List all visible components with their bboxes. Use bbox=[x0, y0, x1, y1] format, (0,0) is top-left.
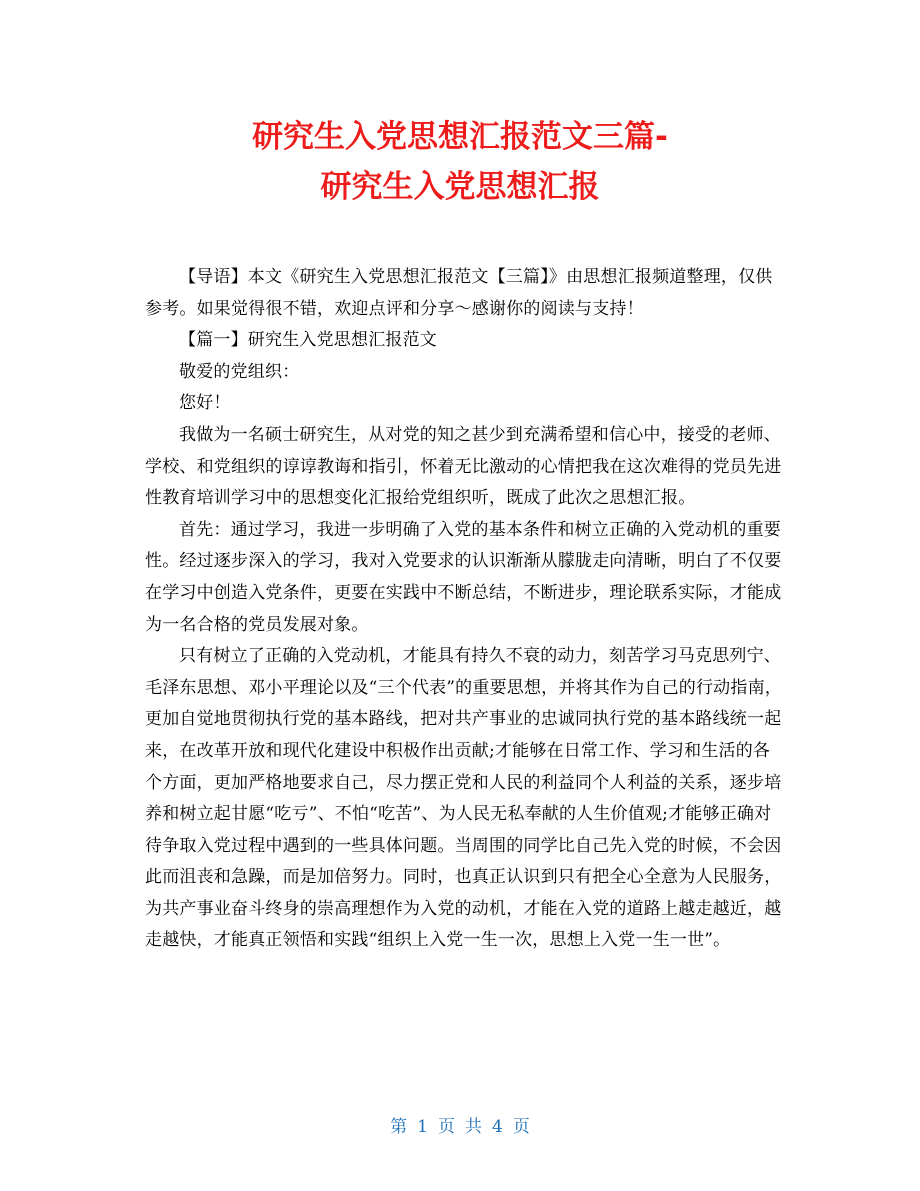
footer-current-page: 1 bbox=[417, 1117, 428, 1137]
page-footer bbox=[0, 1112, 920, 1137]
title-line-1: 研究生入党思想汇报范文三篇- bbox=[252, 119, 668, 155]
footer-label-ye2: 页 bbox=[512, 1117, 530, 1137]
document-title bbox=[0, 112, 920, 212]
section-heading: 【篇一】研究生入党思想汇报范文 bbox=[179, 330, 437, 351]
body-paragraph: 只有树立了正确的入党动机，才能具有持久不衰的动力，刻苦学习马克思列宁、毛泽东思想、邓小平理论以及“三个代表”的重要思想，并将其作为自己的行动指南，更加自觉地贯彻执行党的基本路线，把对共产事业的忠诚同执行党的基本路线统一起来，在改革开放和现代化建设中积极作出贡献;才能够在日常工作、学习和生活的各个方面，更加严格地要求自己，尽力摆正党和人民的利益同个人利益的关系，逐步培养和树立起甘愿“吃亏”、不怕“吃苦”、为人民无私奉献的人生价值观;才能够正确对待争取入党过程中遇到的一些具体问题。当周围的同学比自己先入党的时候，不会因此而沮丧和急躁，而是加倍努力。同时，也真正认识到只有把全心全意为人民服务，为共产事业奋斗终身的崇高理想作为入党的动机，才能在入党的道路上越走越近，越走越快，才能真正领悟和实践“组织上入党一生一次，思想上入党一生一世”。 bbox=[145, 646, 782, 951]
greeting: 您好！ bbox=[179, 393, 231, 414]
body-paragraph: 我做为一名硕士研究生，从对党的知之甚少到充满希望和信心中，接受的老师、学校、和党组织的谆谆教诲和指引，怀着无比激动的心情把我在这次难得的党员先进性教育培训学习中的思想变化汇报给党组织听，既成了此次之思想汇报。 bbox=[145, 424, 782, 509]
footer-label-gong: 共 bbox=[465, 1117, 482, 1137]
footer-label-ye: 页 bbox=[438, 1117, 455, 1137]
intro-paragraph: 【导语】本文《研究生入党思想汇报范文【三篇】》由思想汇报频道整理，仅供参考。如果觉得很不错，欢迎点评和分享～感谢你的阅读与支持！ bbox=[145, 267, 773, 319]
body-paragraph: 首先：通过学习，我进一步明确了入党的基本条件和树立正确的入党动机的重要性。经过逐步深入的学习，我对入党要求的认识渐渐从朦胧走向清晰，明白了不仅要在学习中创造入党条件，更要在实践中不断总结，不断进步，理论联系实际，才能成为一名合格的党员发展对象。 bbox=[145, 519, 782, 635]
footer-total-pages: 4 bbox=[492, 1117, 503, 1137]
footer-label-di: 第 bbox=[390, 1117, 408, 1137]
salutation: 敬爱的党组织： bbox=[179, 361, 300, 382]
document-body bbox=[145, 262, 787, 957]
title-line-2: 研究生入党思想汇报 bbox=[320, 169, 600, 205]
